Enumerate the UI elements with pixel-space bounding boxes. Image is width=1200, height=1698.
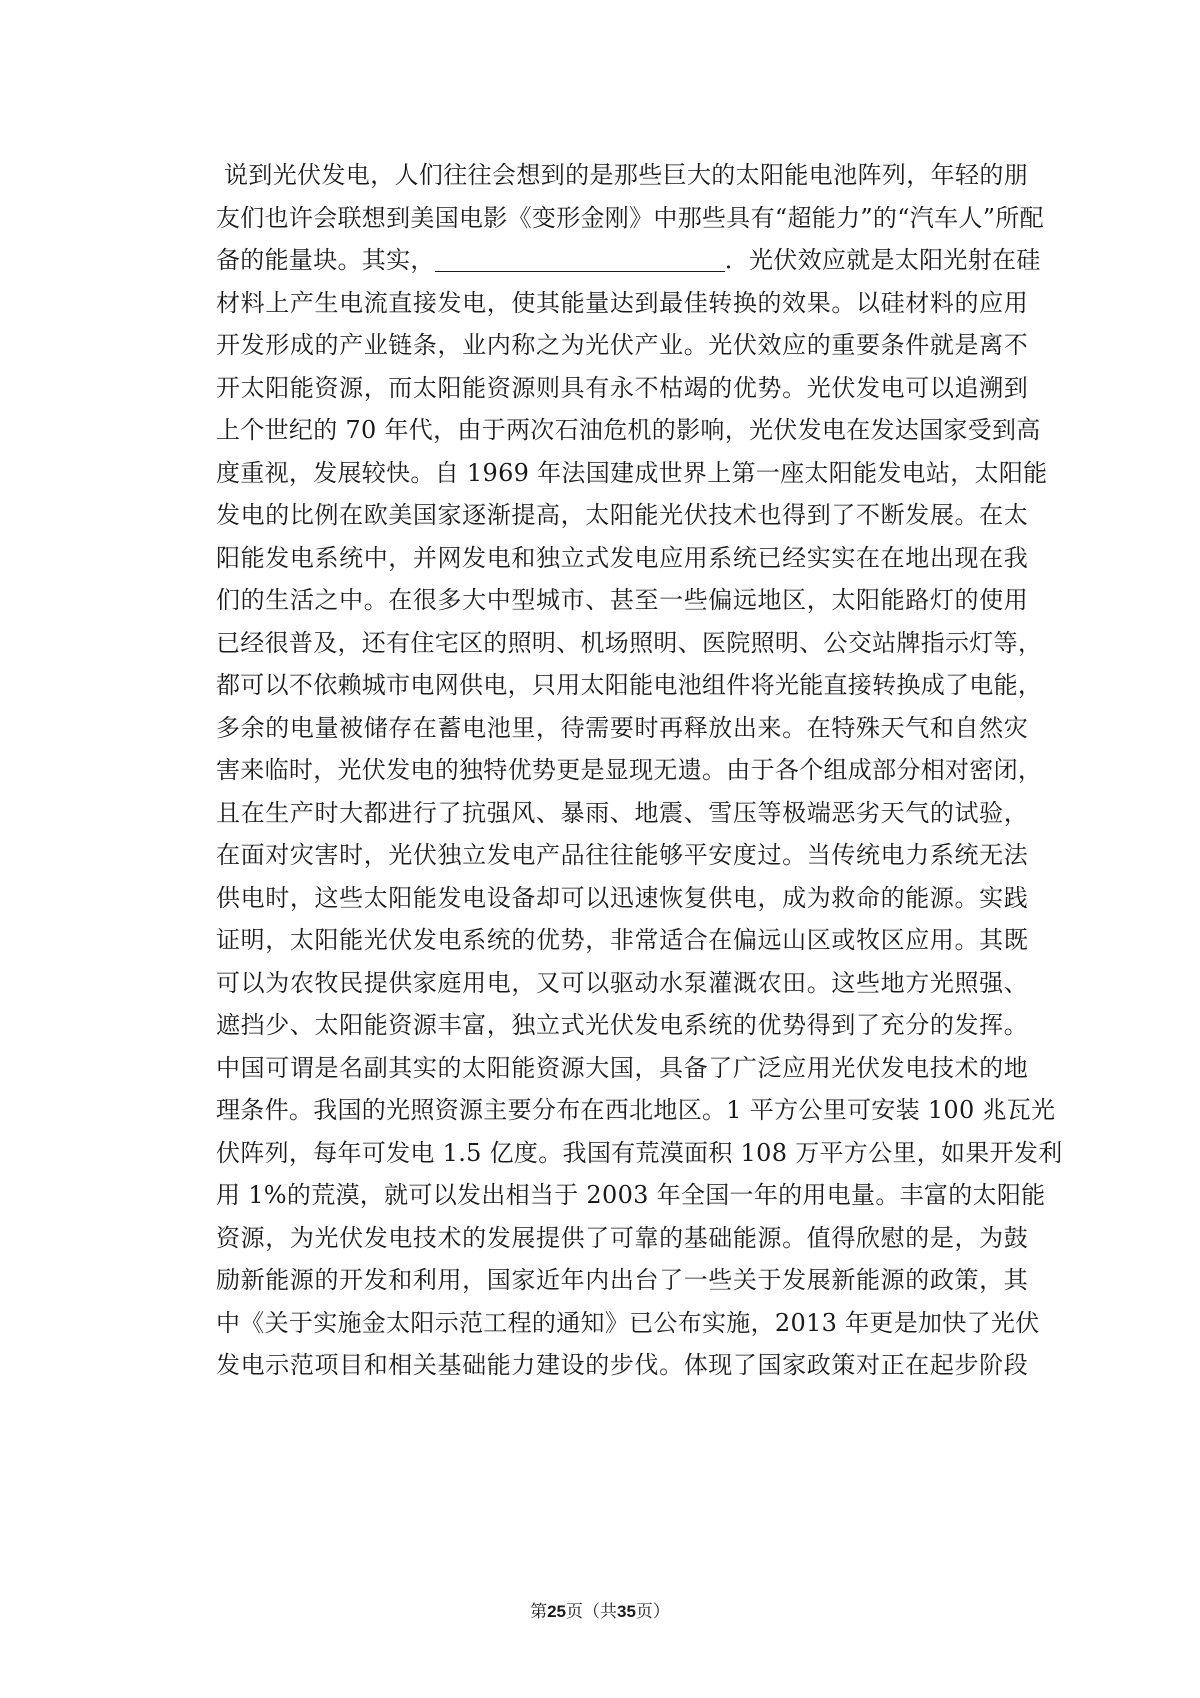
- text-line: 资源，为光伏发电技术的发展提供了可靠的基础能源。值得欣慰的是，为鼓: [216, 1223, 1028, 1252]
- text-line: 材料上产生电流直接发电，使其能量达到最佳转换的效果。以硅材料的应用: [216, 288, 1028, 317]
- text-line: 励新能源的开发和利用，国家近年内出台了一些关于发展新能源的政策，其: [216, 1266, 1028, 1294]
- text-line: 开太阳能资源，而太阳能资源则具有永不枯竭的优势。光伏发电可以追溯到: [216, 373, 1028, 402]
- text-line: 发电的比例在欧美国家逐渐提高，太阳能光伏技术也得到了不断发展。在太: [216, 501, 1028, 529]
- text-line: 证明，太阳能光伏发电系统的优势，非常适合在偏远山区或牧区应用。其既: [216, 926, 1028, 954]
- text-line-with-blank: [216, 239, 1041, 282]
- text-line: 多余的电量被储存在蓄电池里，待需要时再释放出来。在特殊天气和自然灾: [216, 713, 1028, 742]
- text-line: 遮挡少、太阳能资源丰富，独立式光伏发电系统的优势得到了充分的发挥。: [216, 1011, 1028, 1039]
- text-line: 度重视，发展较快。自 1969 年法国建成世界上第一座太阳能发电站，太阳能: [216, 458, 1048, 487]
- text-line: 理条件。我国的光照资源主要分布在西北地区。1 平方公里可安装 100 兆瓦光: [216, 1096, 1056, 1124]
- text-line: 友们也许会联想到美国电影《变形金刚》中那些具有“超能力”的“汽车人”所配: [216, 203, 1044, 232]
- blank-line-after: ．光伏效应就是太阳光射在硅: [724, 246, 1041, 274]
- footer-middle: 页（共: [566, 1602, 617, 1622]
- text-line: 在面对灾害时，光伏独立发电产品往往能够平安度过。当传统电力系统无法: [216, 841, 1028, 869]
- passage-text: [216, 154, 1063, 1387]
- footer-suffix: 页）: [635, 1602, 670, 1622]
- text-line: 用 1%的荒漠，就可以发出相当于 2003 年全国一年的用电量。丰富的太阳能: [216, 1181, 1046, 1209]
- footer-prefix: 第: [530, 1602, 548, 1622]
- text-line: 开发形成的产业链条，业内称之为光伏产业。光伏效应的重要条件就是离不: [216, 331, 1028, 359]
- text-line: 阳能发电系统中，并网发电和独立式发电应用系统已经实实在在地出现在我: [216, 543, 1028, 572]
- total-pages: 35: [617, 1602, 636, 1621]
- text-line: 说到光伏发电，人们往往会想到的是那些巨大的太阳能电池阵列，年轻的朋: [224, 161, 1028, 189]
- text-line: 都可以不依赖城市电网供电，只用太阳能电池组件将光能直接转换成了电能，: [216, 671, 1043, 699]
- text-line: 伏阵列，每年可发电 1.5 亿度。我国有荒漠面积 108 万平方公里，如果开发利: [216, 1138, 1063, 1167]
- answer-blank: [435, 245, 725, 272]
- text-line: 上个世纪的 70 年代，由于两次石油危机的影响，光伏发电在发达国家受到高: [216, 416, 1041, 444]
- text-line: 已经很普及，还有住宅区的照明、机场照明、医院照明、公交站牌指示灯等，: [216, 628, 1043, 657]
- text-line: 们的生活之中。在很多大中型城市、甚至一些偏远地区，太阳能路灯的使用: [216, 586, 1028, 614]
- text-line: 中国可谓是名副其实的太阳能资源大国，具备了广泛应用光伏发电技术的地: [216, 1053, 1028, 1082]
- text-line: 发电示范项目和相关基础能力建设的步伐。体现了国家政策对正在起步阶段: [216, 1351, 1028, 1379]
- text-line: 可以为农牧民提供家庭用电，又可以驱动水泵灌溉农田。这些地方光照强、: [216, 968, 1028, 997]
- text-line: 中《关于实施金太阳示范工程的通知》已公布实施，2013 年更是加快了光伏: [216, 1308, 1040, 1337]
- text-line: 害来临时，光伏发电的独特优势更是显现无遗。由于各个组成部分相对密闭，: [216, 756, 1043, 784]
- blank-line-before: 备的能量块。其实，: [216, 246, 435, 274]
- text-line: 且在生产时大都进行了抗强风、暴雨、地震、雪压等极端恶劣天气的试验，: [216, 798, 1028, 827]
- page-footer: [0, 1597, 1200, 1622]
- page-number: 25: [547, 1602, 566, 1621]
- text-line: 供电时，这些太阳能发电设备却可以迅速恢复供电，成为救命的能源。实践: [216, 883, 1028, 912]
